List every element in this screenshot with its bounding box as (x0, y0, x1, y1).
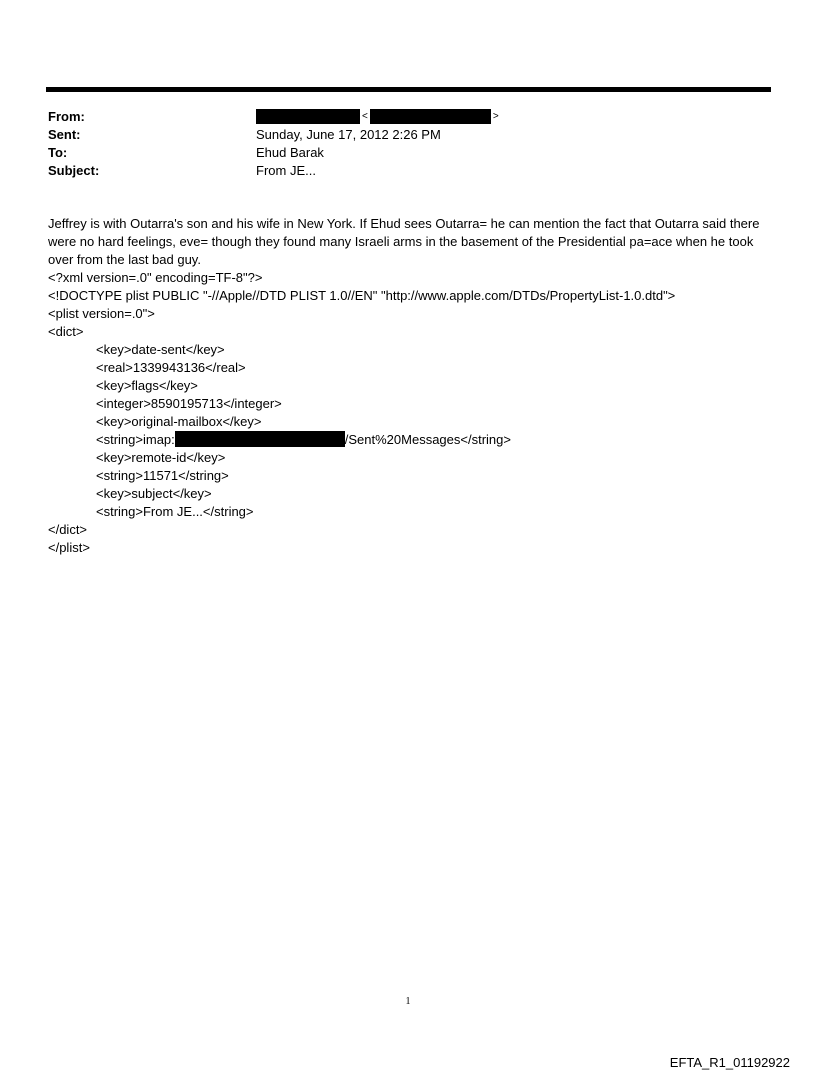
from-angle-close: > (492, 110, 499, 122)
integer-value: <integer>8590195713</integer> (96, 396, 282, 411)
string-imap-prefix: <string>imap: (96, 432, 175, 447)
subject-label: Subject: (48, 162, 100, 178)
key-original-mailbox: <key>original-mailbox</key> (96, 414, 262, 429)
document-id: EFTA_R1_01192922 (669, 1055, 790, 1070)
email-body (48, 215, 776, 557)
from-label: From: (48, 108, 85, 124)
key-subject: <key>subject</key> (96, 486, 212, 501)
string-remote-id: <string>11571</string> (96, 468, 229, 483)
doctype-line: <!DOCTYPE plist PUBLIC "-//Apple//DTD PLIST 1.0//EN" "http://www.apple.com/DTDs/PropertyList-1.0.dtd"> (48, 288, 676, 303)
sent-row (48, 125, 748, 143)
body-paragraph: Jeffrey is with Outarra's son and his wife in New York. If Ehud sees Outarra= he can mention the fact that Outarra said there were no hard feelings, eve= though they found many Israeli arms in the basement of the Presidential pa=ace when he took over from the last bad guy. (48, 216, 760, 267)
from-angle-open: < (362, 110, 368, 122)
to-row (48, 143, 748, 161)
real-value: <real>1339943136</real> (96, 360, 246, 375)
key-remote-id: <key>remote-id</key> (96, 450, 226, 465)
sent-value: Sunday, June 17, 2012 2:26 PM (256, 126, 441, 142)
string-subject: <string>From JE...</string> (96, 504, 254, 519)
sent-label: Sent: (48, 126, 81, 142)
redacted-sender-name (256, 109, 360, 124)
redacted-sender-email (370, 109, 491, 124)
page-number: 1 (405, 996, 411, 1007)
to-label: To: (48, 144, 68, 160)
plist-close: </plist> (48, 540, 90, 555)
key-flags: <key>flags</key> (96, 378, 198, 393)
from-value (256, 109, 501, 124)
to-value: Ehud Barak (256, 144, 324, 160)
redacted-imap-path (175, 431, 345, 447)
xml-declaration: <?xml version=.0" encoding=TF-8"?> (48, 270, 263, 285)
dict-close: </dict> (48, 522, 88, 537)
key-date-sent: <key>date-sent</key> (96, 342, 225, 357)
from-row (48, 107, 748, 125)
subject-value: From JE... (256, 162, 316, 178)
header-rule (46, 87, 771, 92)
dict-open: <dict> (48, 324, 84, 339)
subject-row (48, 161, 748, 179)
string-imap-line (48, 431, 776, 449)
string-imap-suffix: /Sent%20Messages</string> (344, 432, 511, 447)
email-header (48, 107, 748, 179)
plist-open: <plist version=.0"> (48, 306, 155, 321)
